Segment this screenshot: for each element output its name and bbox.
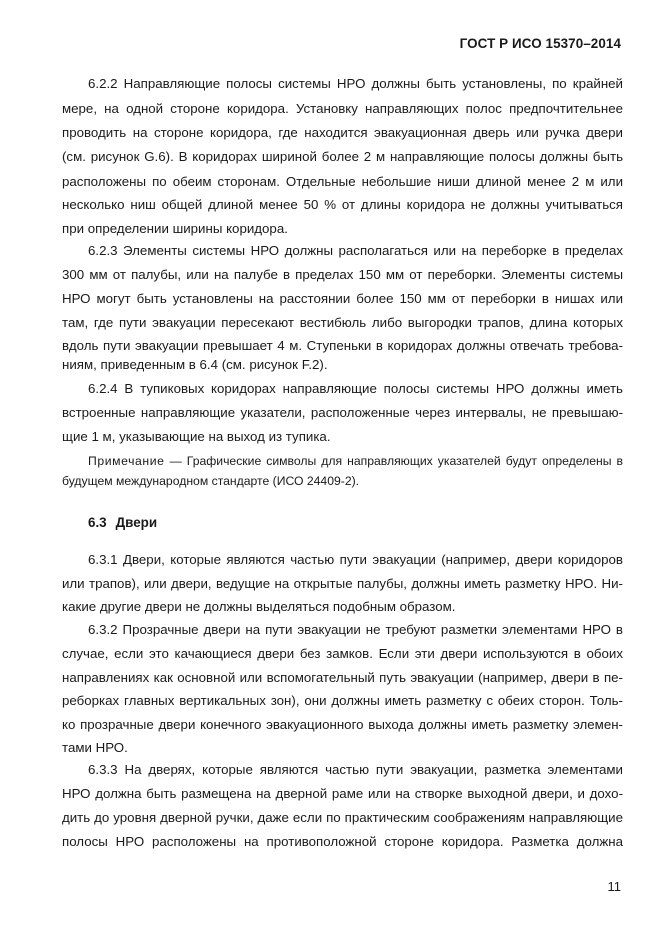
note-line: будущем международном стандарте (ИСО 24409-2). <box>62 474 360 488</box>
note-text: — Графические символы для направляющих указателей будут определены в <box>164 454 623 468</box>
paragraph-line: НРО могут быть установлены на расстоянии более 150 мм от переборки в нишах или <box>62 291 623 306</box>
paragraph-line: ниям, приведенным в 6.4 (см. рисунок F.2). <box>62 357 328 372</box>
paragraph-line: случае, если это качающиеся двери без замков. Если эти двери используются в обоих <box>62 646 623 661</box>
note-label: Примечание <box>88 454 165 468</box>
paragraph-line: направлениях как основной или вспомогательный путь эвакуации (например, двери в пе- <box>62 670 623 685</box>
paragraph-line: там, где пути эвакуации пересекают вестибюль либо выгородки трапов, длина которых <box>62 315 623 330</box>
paragraph-line: реборках главных вертикальных зон), они должны иметь разметку с обеих сторон. Толь- <box>62 693 623 708</box>
paragraph-line: мере, на одной стороне коридора. Установку направляющих полос предпочтительнее <box>62 101 623 116</box>
section-heading <box>88 515 157 530</box>
paragraph-line: НРО должна быть размещена на дверной раме или на створке выходной двери, и дохо- <box>62 786 623 801</box>
paragraph-line: вдоль пути эвакуации превышает 4 м. Ступеньки в коридорах должны отвечать требова- <box>62 338 623 353</box>
paragraph-line: ко прозрачные двери конечного эвакуационного выхода должны иметь разметку элемен- <box>62 717 623 732</box>
paragraph-line: 6.2.4 В тупиковых коридорах направляющие полосы системы НРО должны иметь <box>88 381 623 396</box>
paragraph-line: (см. рисунок G.6). В коридорах шириной более 2 м направляющие полосы должны быть <box>62 149 623 164</box>
section-number: 6.3 <box>88 515 107 530</box>
paragraph-line: встроенные направляющие указатели, расположенные через интервалы, не превышаю- <box>62 405 623 420</box>
paragraph-line: 6.2.3 Элементы системы НРО должны располагаться или на переборке в пределах <box>88 243 623 258</box>
standard-header: ГОСТ Р ИСО 15370–2014 <box>459 36 621 51</box>
paragraph-line: 6.3.1 Двери, которые являются частью пути эвакуации (например, двери коридоров <box>88 552 623 567</box>
paragraph-line: щие 1 м, указывающие на выход из тупика. <box>62 429 331 444</box>
paragraph-line: какие другие двери не должны выделяться подобным образом. <box>62 599 456 614</box>
paragraph-line: 6.2.2 Направляющие полосы системы НРО должны быть установлены, по крайней <box>88 76 623 91</box>
paragraph-line: расположены по обеим сторонам. Отдельные небольшие ниши длиной менее 2 м или <box>62 174 623 189</box>
page-number: 11 <box>607 879 621 894</box>
paragraph-line: проводить на стороне коридора, где находится эвакуационная дверь или ручка двери <box>62 125 623 140</box>
paragraph-line: полосы НРО расположены на противоположной стороне коридора. Разметка должна <box>62 834 623 849</box>
paragraph-line: дить до уровня дверной ручки, даже если по практическим соображениям направляющие <box>62 810 623 825</box>
note-line <box>62 453 623 469</box>
paragraph-line: при определении ширины коридора. <box>62 221 288 236</box>
paragraph-line: тами НРО. <box>62 740 128 755</box>
paragraph-line: 300 мм от палубы, или на палубе в пределах 150 мм от переборки. Элементы системы <box>62 267 623 282</box>
paragraph-line: 6.3.2 Прозрачные двери на пути эвакуации не требуют разметки элементами НРО в <box>88 622 623 637</box>
paragraph-line: несколько ниш общей длиной менее 50 % от длины коридора не должны учитываться <box>62 197 623 212</box>
paragraph-line: или трапов), или двери, ведущие на открытые палубы, должны иметь разметку НРО. Ни- <box>62 576 623 591</box>
paragraph-line: 6.3.3 На дверях, которые являются частью пути эвакуации, разметка элементами <box>88 762 623 777</box>
section-title: Двери <box>115 515 158 530</box>
